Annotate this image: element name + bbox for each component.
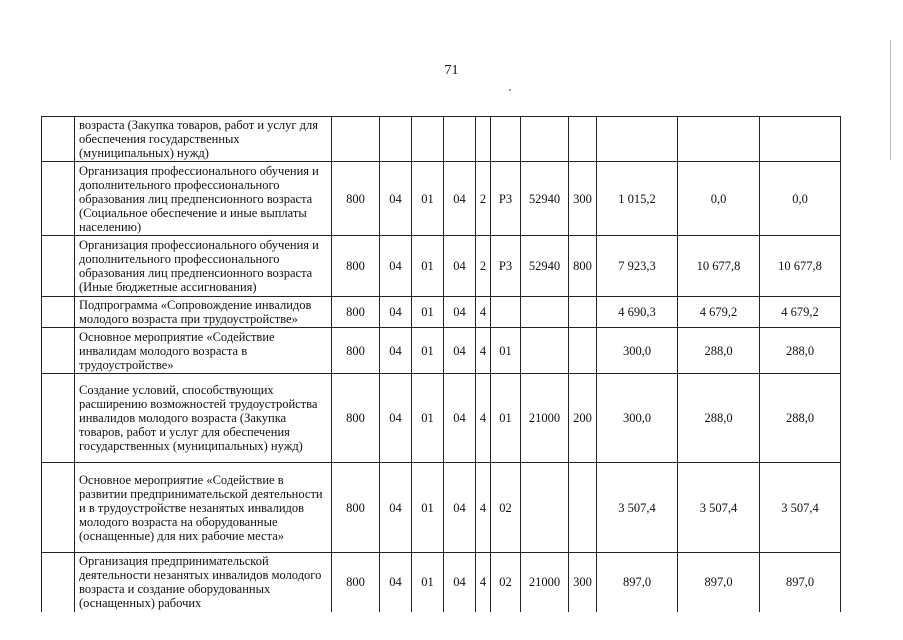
item-name-cell: Организация предпринимательской деятельности незанятых инвалидов молодого возраста и создание оборудованных (оснащенных) рабочих (75, 553, 332, 612)
subprogram-code-cell (476, 117, 491, 162)
direction-code-cell: 52940 (521, 236, 569, 297)
activity-code-cell (491, 297, 521, 328)
amount-year3-cell: 3 507,4 (760, 463, 841, 553)
activity-code-cell: 01 (491, 328, 521, 374)
section-code-cell (380, 117, 412, 162)
amount-year2-cell: 288,0 (678, 328, 760, 374)
activity-code-cell: 01 (491, 374, 521, 463)
subsection-code-cell: 01 (412, 236, 444, 297)
expense-type-cell (569, 117, 597, 162)
section-code-cell: 04 (380, 374, 412, 463)
amount-year3-cell: 897,0 (760, 553, 841, 612)
subprogram-code-cell: 4 (476, 553, 491, 612)
activity-code-cell: P3 (491, 162, 521, 236)
index-cell (42, 374, 75, 463)
program-code-cell: 04 (444, 463, 476, 553)
item-name-cell: Создание условий, способствующих расширению возможностей трудоустройства инвалидов молодого возраста (Закупка товаров, работ и услуг для обеспечения государственных (муниципальных) нужд) (75, 374, 332, 463)
scan-speck (509, 89, 511, 91)
subprogram-code-cell: 2 (476, 236, 491, 297)
index-cell (42, 463, 75, 553)
scan-edge-mark (890, 40, 901, 160)
activity-code-cell (491, 117, 521, 162)
expense-type-cell (569, 463, 597, 553)
section-code-cell: 04 (380, 236, 412, 297)
budget-table (41, 116, 841, 612)
section-code-cell: 04 (380, 553, 412, 612)
subprogram-code-cell: 4 (476, 463, 491, 553)
amount-year3-cell: 288,0 (760, 328, 841, 374)
index-cell (42, 553, 75, 612)
program-code-cell (444, 117, 476, 162)
amount-year1-cell: 300,0 (597, 328, 678, 374)
amount-year3-cell: 10 677,8 (760, 236, 841, 297)
amount-year3-cell (760, 117, 841, 162)
expense-type-cell: 300 (569, 162, 597, 236)
section-code-cell: 04 (380, 328, 412, 374)
expense-type-cell: 300 (569, 553, 597, 612)
item-name-cell: Организация профессионального обучения и дополнительного профессионального образования лиц предпенсионного возраста (Социальное обеспечение и иные выплаты населению) (75, 162, 332, 236)
subsection-code-cell (412, 117, 444, 162)
expense-type-cell: 800 (569, 236, 597, 297)
direction-code-cell: 52940 (521, 162, 569, 236)
index-cell (42, 328, 75, 374)
amount-year2-cell (678, 117, 760, 162)
program-code-cell: 04 (444, 374, 476, 463)
activity-code-cell: P3 (491, 236, 521, 297)
grbs-code-cell: 800 (332, 162, 380, 236)
program-code-cell: 04 (444, 328, 476, 374)
section-code-cell: 04 (380, 463, 412, 553)
program-code-cell: 04 (444, 162, 476, 236)
grbs-code-cell: 800 (332, 328, 380, 374)
subprogram-code-cell: 4 (476, 297, 491, 328)
amount-year3-cell: 288,0 (760, 374, 841, 463)
activity-code-cell: 02 (491, 553, 521, 612)
item-name-cell: Основное мероприятие «Содействие в развитии предпринимательской деятельности и в трудоустройстве незанятых инвалидов молодого возраста на оборудованные (оснащенные) для них рабочие места» (75, 463, 332, 553)
program-code-cell: 04 (444, 236, 476, 297)
table-row (42, 117, 841, 162)
item-name-cell: Основное мероприятие «Содействие инвалидам молодого возраста в трудоустройстве» (75, 328, 332, 374)
amount-year1-cell: 300,0 (597, 374, 678, 463)
table-row (42, 553, 841, 612)
subprogram-code-cell: 4 (476, 328, 491, 374)
subsection-code-cell: 01 (412, 297, 444, 328)
subsection-code-cell: 01 (412, 328, 444, 374)
subsection-code-cell: 01 (412, 374, 444, 463)
grbs-code-cell: 800 (332, 374, 380, 463)
expense-type-cell: 200 (569, 374, 597, 463)
grbs-code-cell (332, 117, 380, 162)
table-row (42, 297, 841, 328)
amount-year2-cell: 0,0 (678, 162, 760, 236)
page-number: 71 (444, 63, 459, 78)
index-cell (42, 297, 75, 328)
amount-year2-cell: 10 677,8 (678, 236, 760, 297)
amount-year1-cell: 3 507,4 (597, 463, 678, 553)
index-cell (42, 236, 75, 297)
grbs-code-cell: 800 (332, 463, 380, 553)
section-code-cell: 04 (380, 162, 412, 236)
item-name-cell: возраста (Закупка товаров, работ и услуг для обеспечения государственных (муниципальных) нужд) (75, 117, 332, 162)
subsection-code-cell: 01 (412, 162, 444, 236)
expense-type-cell (569, 297, 597, 328)
grbs-code-cell: 800 (332, 297, 380, 328)
subsection-code-cell: 01 (412, 463, 444, 553)
subprogram-code-cell: 4 (476, 374, 491, 463)
program-code-cell: 04 (444, 553, 476, 612)
amount-year1-cell: 7 923,3 (597, 236, 678, 297)
amount-year2-cell: 3 507,4 (678, 463, 760, 553)
table-row (42, 374, 841, 463)
index-cell (42, 117, 75, 162)
item-name-cell: Подпрограмма «Сопровождение инвалидов молодого возраста при трудоустройстве» (75, 297, 332, 328)
activity-code-cell: 02 (491, 463, 521, 553)
budget-table-body (42, 117, 841, 612)
direction-code-cell: 21000 (521, 374, 569, 463)
amount-year3-cell: 0,0 (760, 162, 841, 236)
amount-year2-cell: 4 679,2 (678, 297, 760, 328)
expense-type-cell (569, 328, 597, 374)
table-row (42, 236, 841, 297)
amount-year2-cell: 897,0 (678, 553, 760, 612)
program-code-cell: 04 (444, 297, 476, 328)
grbs-code-cell: 800 (332, 553, 380, 612)
amount-year2-cell: 288,0 (678, 374, 760, 463)
direction-code-cell: 21000 (521, 553, 569, 612)
amount-year1-cell: 897,0 (597, 553, 678, 612)
table-row (42, 463, 841, 553)
table-row (42, 328, 841, 374)
section-code-cell: 04 (380, 297, 412, 328)
direction-code-cell (521, 328, 569, 374)
grbs-code-cell: 800 (332, 236, 380, 297)
item-name-cell: Организация профессионального обучения и дополнительного профессионального образования лиц предпенсионного возраста (Иные бюджетные ассигнования) (75, 236, 332, 297)
table-row (42, 162, 841, 236)
direction-code-cell (521, 117, 569, 162)
subprogram-code-cell: 2 (476, 162, 491, 236)
amount-year1-cell: 1 015,2 (597, 162, 678, 236)
amount-year1-cell: 4 690,3 (597, 297, 678, 328)
direction-code-cell (521, 463, 569, 553)
amount-year1-cell (597, 117, 678, 162)
amount-year3-cell: 4 679,2 (760, 297, 841, 328)
subsection-code-cell: 01 (412, 553, 444, 612)
direction-code-cell (521, 297, 569, 328)
index-cell (42, 162, 75, 236)
